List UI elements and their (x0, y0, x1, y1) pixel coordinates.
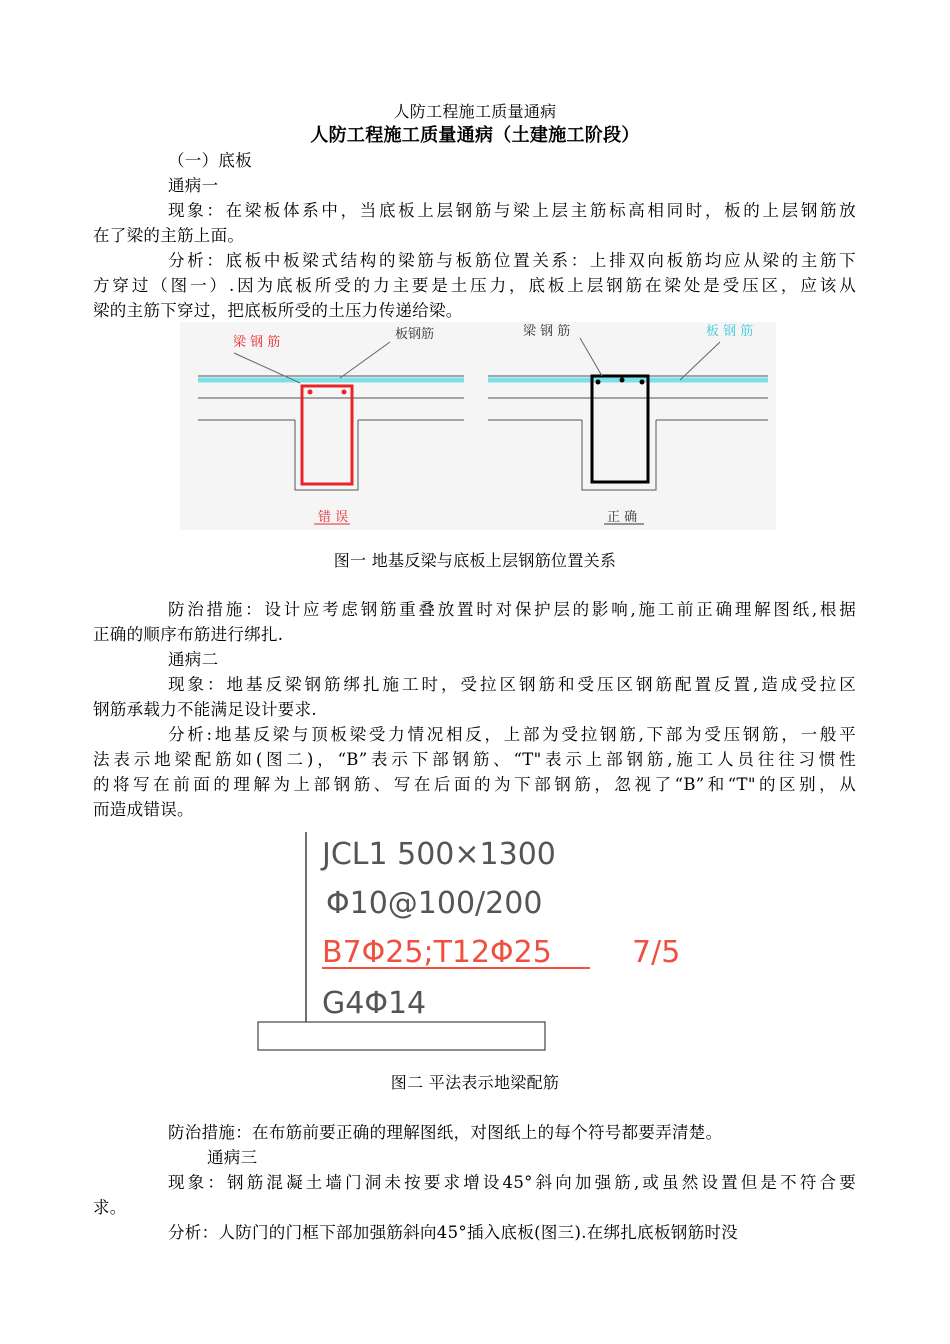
right-slab-label: 板 钢 筋 (706, 324, 754, 339)
beam-code-line: JCL1 500×1300 (322, 837, 556, 872)
right-beam-label: 梁 钢 筋 (523, 324, 571, 339)
stirrup-line: Φ10@100/200 (326, 886, 543, 921)
paragraph-line: 方穿过（图一）.因为底板所受的力主要是土压力，底板上层钢筋在梁处是受压区，应该从 (93, 276, 856, 295)
paragraph-line: 正确的顺序布筋进行绑扎. (93, 625, 284, 644)
doc-title-small: 人防工程施工质量通病 (393, 102, 557, 121)
paragraph-line: 分析:地基反梁与顶板梁受力情况相反，上部为受拉钢筋,下部为受压钢筋，一般平 (168, 725, 856, 744)
paragraph-line: 现象：地基反梁钢筋绑扎施工时，受拉区钢筋和受压区钢筋配置反置,造成受拉区 (168, 675, 856, 694)
paragraph-line: 防治措施：设计应考虑钢筋重叠放置时对保护层的影响,施工前正确理解图纸,根据 (168, 600, 856, 619)
paragraph-line: 在了梁的主筋上面。 (93, 226, 245, 245)
issue-heading: 通病二 (168, 650, 219, 669)
paragraph-line: 的将写在前面的理解为上部钢筋、写在后面的为下部钢筋，忽视了“B”和“T"的区别，从 (93, 775, 856, 794)
side-rebar-line: G4Φ14 (322, 986, 427, 1021)
left-slab-label: 板钢筋 (395, 327, 435, 342)
rebar-ratio: 7/5 (632, 935, 681, 970)
doc-title-bold: 人防工程施工质量通病（土建施工阶段） (310, 125, 640, 146)
paragraph-line: 分析：底板中板梁式结构的梁筋与板筋位置关系：上排双向板筋均应从梁的主筋下 (168, 251, 856, 270)
right-verdict: 正 确 (607, 510, 638, 525)
issue-heading: 通病一 (168, 176, 219, 195)
paragraph-line: 分析：人防门的门框下部加强筋斜向45°插入底板(图三).在绑扎底板钢筋时没 (168, 1223, 738, 1242)
paragraph-line: 梁的主筋下穿过，把底板所受的土压力传递给梁。 (93, 301, 463, 320)
paragraph-line: 求。 (93, 1198, 127, 1217)
figure-1-caption: 图一 地基反梁与底板上层钢筋位置关系 (333, 551, 617, 570)
paragraph-line: 法表示地梁配筋如(图二)，“B”表示下部钢筋、“T"表示上部钢筋,施工人员往往习惯性 (93, 750, 856, 769)
paragraph-line: 而造成错误。 (93, 800, 194, 819)
paragraph-line: 现象：钢筋混凝土墙门洞未按要求增设45°斜向加强筋,或虽然设置但是不符合要 (168, 1173, 856, 1192)
figure-2-caption: 图二 平法表示地梁配筋 (390, 1073, 560, 1092)
section-heading: （一）底板 (168, 151, 252, 170)
paragraph-line: 现象：在梁板体系中，当底板上层钢筋与梁上层主筋标高相同时，板的上层钢筋放 (168, 201, 856, 220)
issue-heading: 通病三 (207, 1148, 258, 1167)
paragraph-line: 钢筋承载力不能满足设计要求. (93, 700, 317, 719)
left-verdict: 错 误 (318, 510, 349, 525)
main-rebar-line: B7Φ25;T12Φ25 (322, 935, 552, 970)
left-beam-label: 梁 钢 筋 (233, 335, 281, 350)
paragraph-line: 防治措施：在布筋前要正确的理解图纸，对图纸上的每个符号都要弄清楚。 (168, 1123, 723, 1142)
